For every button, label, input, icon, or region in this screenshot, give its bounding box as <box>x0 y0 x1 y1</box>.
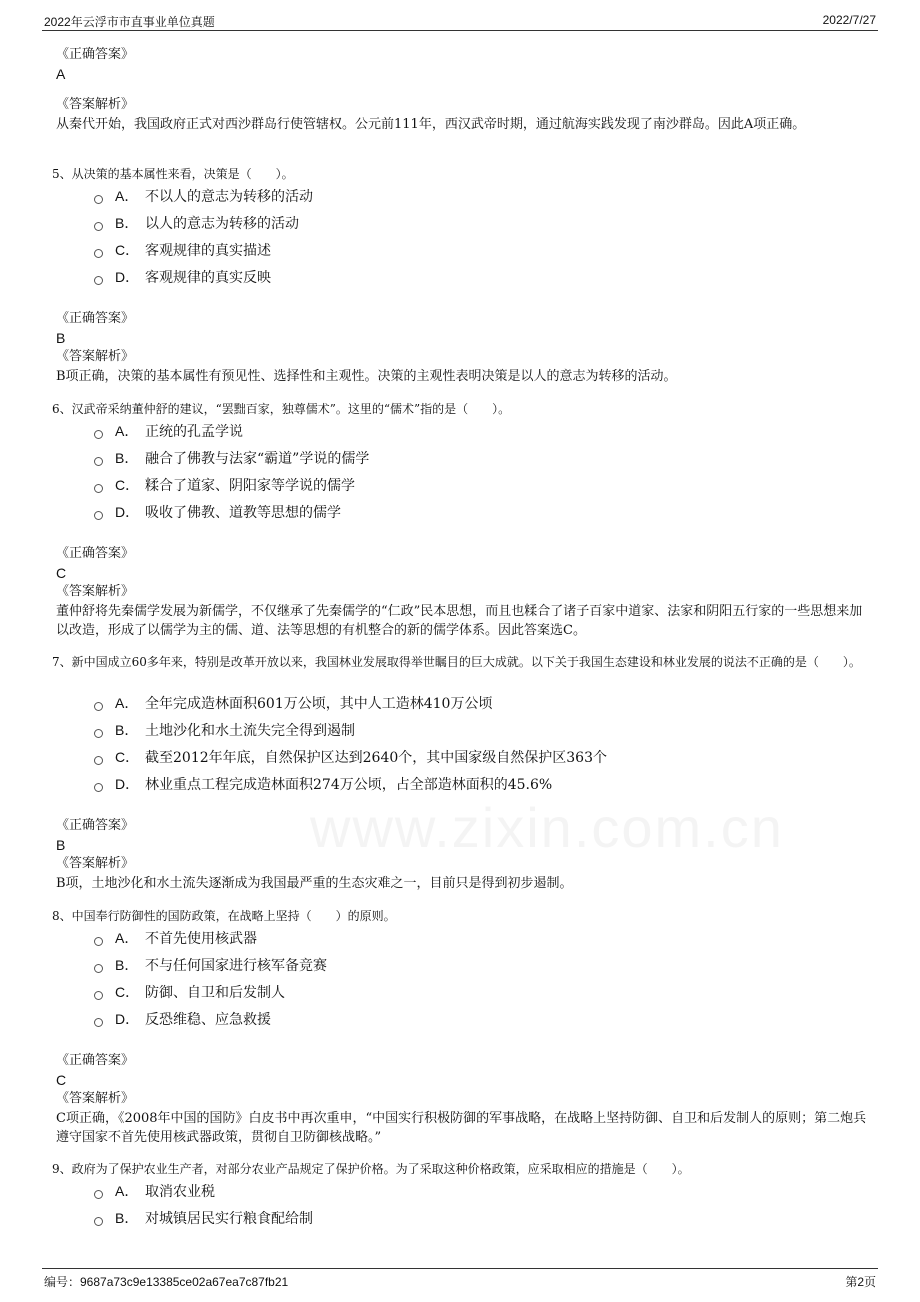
analysis-label: 《答案解析》 <box>56 856 135 871</box>
option-8c[interactable]: C． 防御、自卫和后发制人 <box>94 981 285 1003</box>
analysis-text: 董仲舒将先秦儒学发展为新儒学，不仅继承了先秦儒学的“仁政”民本思想，而且也糅合了诸子百家中道家、法家和阴阳五行家的一些思想来加以改造，形成了以儒学为主的儒、道、法等思想的有机整合的新的儒学体系。因此答案选C。 <box>56 604 863 638</box>
radio-icon[interactable] <box>94 430 103 439</box>
option-5a[interactable]: A． 不以人的意志为转移的活动 <box>94 185 313 207</box>
analysis-text: C项正确，《2008年中国的国防》白皮书中再次重申，“中国实行积极防御的军事战略，在战略上坚持防御、自卫和后发制人的原则；第二炮兵遵守国家不首先使用核武器政策，贯彻自卫防御核战略。” <box>56 1111 867 1145</box>
document-date: 2022/7/27 <box>822 13 876 27</box>
option-7b[interactable]: B． 土地沙化和水土流失完全得到遏制 <box>94 719 355 741</box>
radio-icon[interactable] <box>94 276 103 285</box>
radio-icon[interactable] <box>94 511 103 520</box>
answer-value: A <box>56 66 66 82</box>
radio-icon[interactable] <box>94 1018 103 1027</box>
option-6b[interactable]: B． 融合了佛教与法家“霸道”学说的儒学 <box>94 447 369 469</box>
question-8: 8、中国奉行防御性的国防政策，在战略上坚持（ ）的原则。 <box>52 909 396 923</box>
analysis-text: 从秦代开始，我国政府正式对西沙群岛行使管辖权。公元前111年，西汉武帝时期，通过航海实践发现了南沙群岛。因此A项正确。 <box>56 117 806 132</box>
radio-icon[interactable] <box>94 1217 103 1226</box>
option-8d[interactable]: D． 反恐维稳、应急救援 <box>94 1008 271 1030</box>
option-7d[interactable]: D． 林业重点工程完成造林面积274万公顷，占全部造林面积的45.6% <box>94 773 552 795</box>
option-8b[interactable]: B． 不与任何国家进行核军备竞赛 <box>94 954 327 976</box>
watermark: www.zixin.com.cn <box>310 796 784 859</box>
option-6a[interactable]: A． 正统的孔孟学说 <box>94 420 243 442</box>
page-number: 第2页 <box>845 1275 876 1289</box>
radio-icon[interactable] <box>94 702 103 711</box>
radio-icon[interactable] <box>94 964 103 973</box>
document-code: 编号：9687a73c9e13385ce02a67ea7c87fb21 <box>44 1275 289 1289</box>
option-9b[interactable]: B． 对城镇居民实行粮食配给制 <box>94 1207 313 1229</box>
radio-icon[interactable] <box>94 937 103 946</box>
analysis-text: B项正确，决策的基本属性有预见性、选择性和主观性。决策的主观性表明决策是以人的意志为转移的活动。 <box>56 369 677 384</box>
question-9: 9、政府为了保护农业生产者，对部分农业产品规定了保护价格。为了采取这种价格政策，应采取相应的措施是（ ）。 <box>52 1162 690 1176</box>
radio-icon[interactable] <box>94 484 103 493</box>
radio-icon[interactable] <box>94 991 103 1000</box>
answer-label: 《正确答案》 <box>56 47 135 62</box>
page-footer <box>42 1268 878 1291</box>
radio-icon[interactable] <box>94 729 103 738</box>
radio-icon[interactable] <box>94 457 103 466</box>
option-8a[interactable]: A． 不首先使用核武器 <box>94 927 257 949</box>
answer-label: 《正确答案》 <box>56 1053 135 1068</box>
analysis-label: 《答案解析》 <box>56 1091 135 1106</box>
option-5d[interactable]: D． 客观规律的真实反映 <box>94 266 271 288</box>
radio-icon[interactable] <box>94 756 103 765</box>
analysis-text: B项，土地沙化和水土流失逐渐成为我国最严重的生态灾难之一，目前只是得到初步遏制。 <box>56 876 573 891</box>
radio-icon[interactable] <box>94 783 103 792</box>
analysis-label: 《答案解析》 <box>56 349 135 364</box>
analysis-label: 《答案解析》 <box>56 584 135 599</box>
question-5: 5、从决策的基本属性来看，决策是（ ）。 <box>52 167 294 181</box>
radio-icon[interactable] <box>94 249 103 258</box>
option-7c[interactable]: C． 截至2012年年底，自然保护区达到2640个，其中国家级自然保护区363个 <box>94 746 607 768</box>
answer-label: 《正确答案》 <box>56 546 135 561</box>
option-5c[interactable]: C． 客观规律的真实描述 <box>94 239 271 261</box>
answer-value: B <box>56 837 66 853</box>
radio-icon[interactable] <box>94 1190 103 1199</box>
page-header <box>42 10 878 31</box>
answer-label: 《正确答案》 <box>56 311 135 326</box>
radio-icon[interactable] <box>94 222 103 231</box>
option-9a[interactable]: A． 取消农业税 <box>94 1180 215 1202</box>
question-7: 7、新中国成立60多年来，特别是改革开放以来，我国林业发展取得举世瞩目的巨大成就。以下关于我国生态建设和林业发展的说法不正确的是（ ）。 <box>52 655 861 669</box>
document-title: 2022年云浮市市直事业单位真题 <box>44 15 215 29</box>
option-6c[interactable]: C． 糅合了道家、阴阳家等学说的儒学 <box>94 474 355 496</box>
answer-value: C <box>56 565 67 581</box>
analysis-label: 《答案解析》 <box>56 97 135 112</box>
option-7a[interactable]: A． 全年完成造林面积601万公顷，其中人工造林410万公顷 <box>94 692 492 714</box>
answer-label: 《正确答案》 <box>56 818 135 833</box>
answer-value: B <box>56 330 66 346</box>
option-6d[interactable]: D． 吸收了佛教、道教等思想的儒学 <box>94 501 341 523</box>
option-5b[interactable]: B． 以人的意志为转移的活动 <box>94 212 299 234</box>
question-6: 6、汉武帝采纳董仲舒的建议，“罢黜百家，独尊儒术”。这里的“儒术”指的是（ ）。 <box>52 402 511 416</box>
answer-value: C <box>56 1072 67 1088</box>
radio-icon[interactable] <box>94 195 103 204</box>
